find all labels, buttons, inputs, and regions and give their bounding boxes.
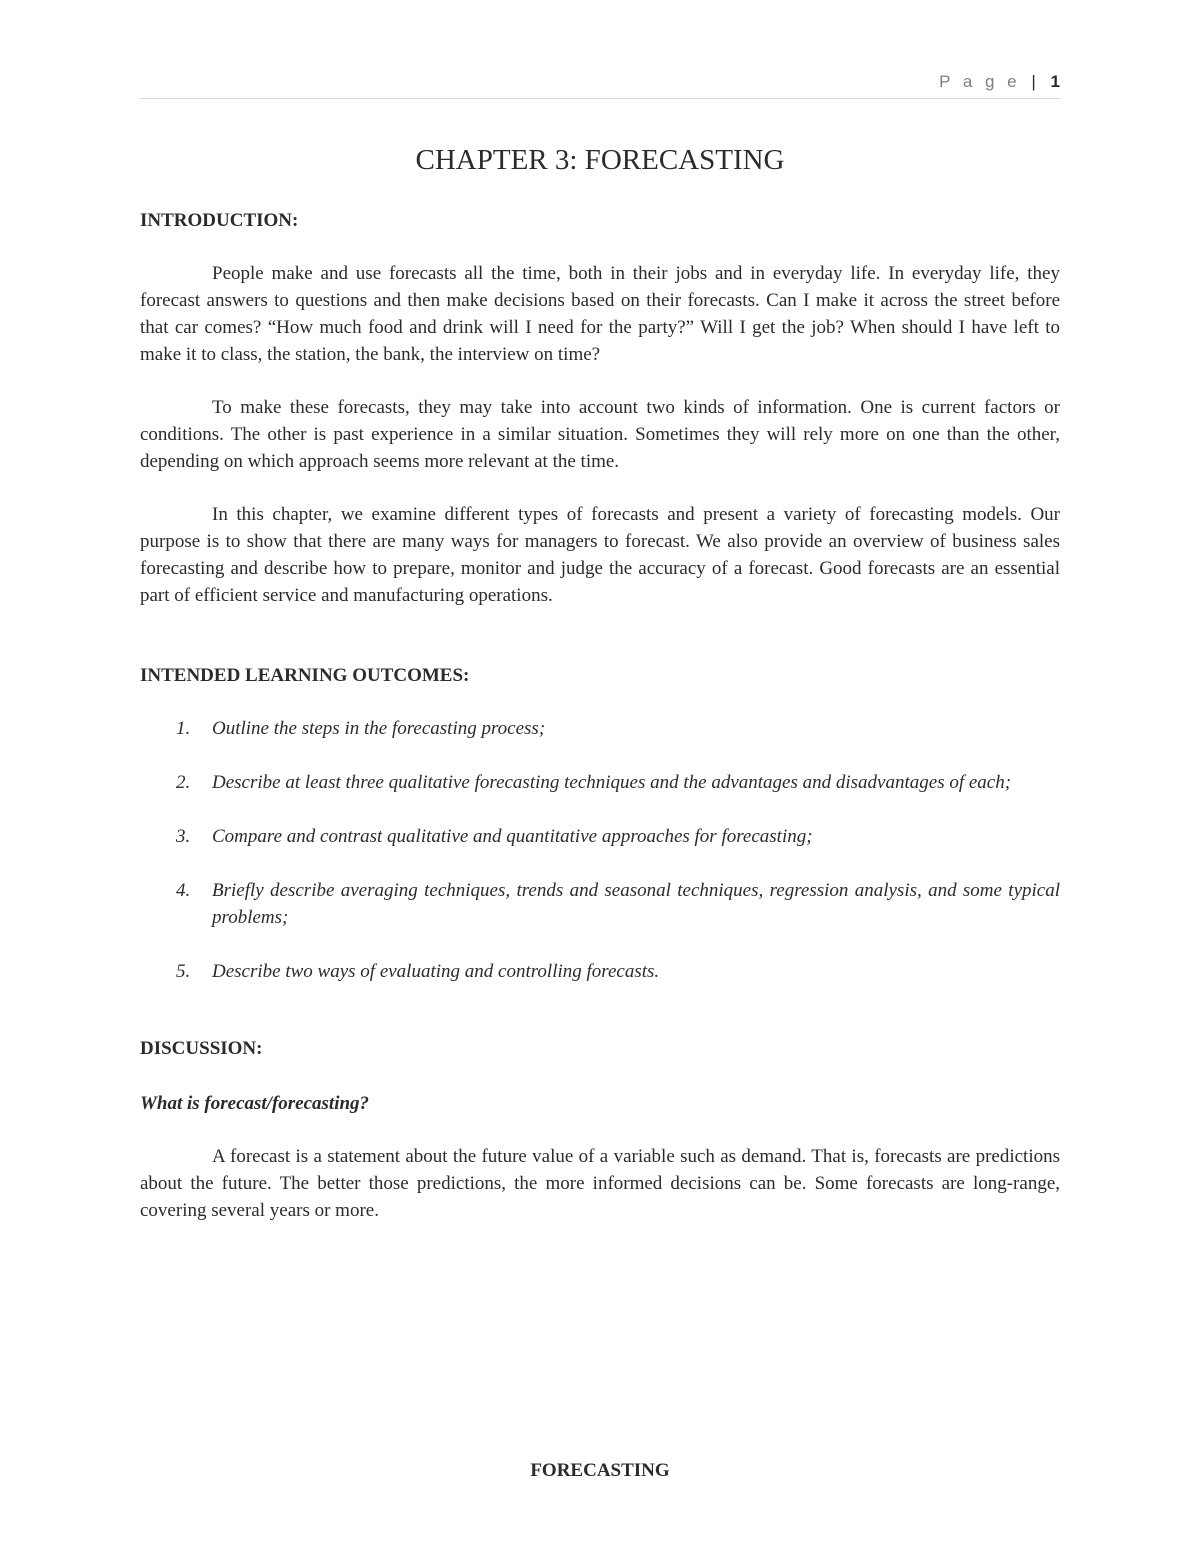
discussion-heading: DISCUSSION: [140, 1038, 263, 1059]
discussion-paragraph-1: A forecast is a statement about the future value of a variable such as demand. That is, forecasts are predictions about the future. The better those predictions, the more informed decisions can be. Some forecasts are long-range, covering several years or more. [140, 1146, 1060, 1221]
outcome-marker: 3. [176, 826, 191, 847]
outcome-marker: 1. [176, 718, 191, 739]
outcome-item [140, 958, 1060, 985]
intro-paragraph-3: In this chapter, we examine different types of forecasts and present a variety of forecasting models. Our purpose is to show that there are many ways for managers to forecast. We also provide an overview of business sales forecasting and describe how to prepare, monitor and judge the accuracy of a forecast. Good forecasts are an essential part of efficient service and manufacturing operations. [140, 504, 1060, 606]
outcome-marker: 5. [176, 961, 191, 982]
outcome-item [140, 769, 1060, 796]
outcome-item [140, 715, 1060, 742]
intro-paragraph-1: People make and use forecasts all the time, both in their jobs and in everyday life. In everyday life, they forecast answers to questions and then make decisions based on their forecasts. Can I make it across the street before that car comes? “How much food and drink will I need for the party?” Will I get the job? When should I have left to make it to class, the station, the bank, the interview on time? [140, 263, 1060, 365]
page-number-label [939, 72, 1060, 92]
intro-paragraph-2: To make these forecasts, they may take into account two kinds of information. One is current factors or conditions. The other is past experience in a similar situation. Sometimes they will rely more on one than the other, depending on which approach seems more relevant at the time. [140, 397, 1060, 472]
outcome-item [140, 823, 1060, 850]
document-body [140, 138, 1060, 1224]
page-separator: | [1031, 72, 1036, 91]
page-word: P a g e [939, 72, 1021, 91]
outcome-text: Outline the steps in the forecasting process; [212, 718, 546, 739]
page-footer: FORECASTING [530, 1460, 670, 1481]
outcomes-list [140, 715, 1060, 985]
introduction-heading: INTRODUCTION: [140, 210, 299, 231]
outcome-marker: 4. [176, 880, 191, 901]
outcome-text: Briefly describe averaging techniques, trends and seasonal techniques, regression analysis, and some typical problems; [212, 880, 1060, 928]
outcome-text: Describe at least three qualitative forecasting techniques and the advantages and disadvantages of each; [212, 772, 1012, 793]
outcome-text: Compare and contrast qualitative and quantitative approaches for forecasting; [212, 826, 813, 847]
page-number: 1 [1050, 72, 1060, 91]
chapter-title: CHAPTER 3: FORECASTING [415, 144, 785, 176]
outcome-text: Describe two ways of evaluating and controlling forecasts. [212, 961, 660, 982]
outcome-marker: 2. [176, 772, 191, 793]
page-header [140, 72, 1060, 99]
discussion-subheading: What is forecast/forecasting? [140, 1093, 370, 1114]
outcomes-heading: INTENDED LEARNING OUTCOMES: [140, 665, 470, 686]
outcome-item [140, 877, 1060, 931]
